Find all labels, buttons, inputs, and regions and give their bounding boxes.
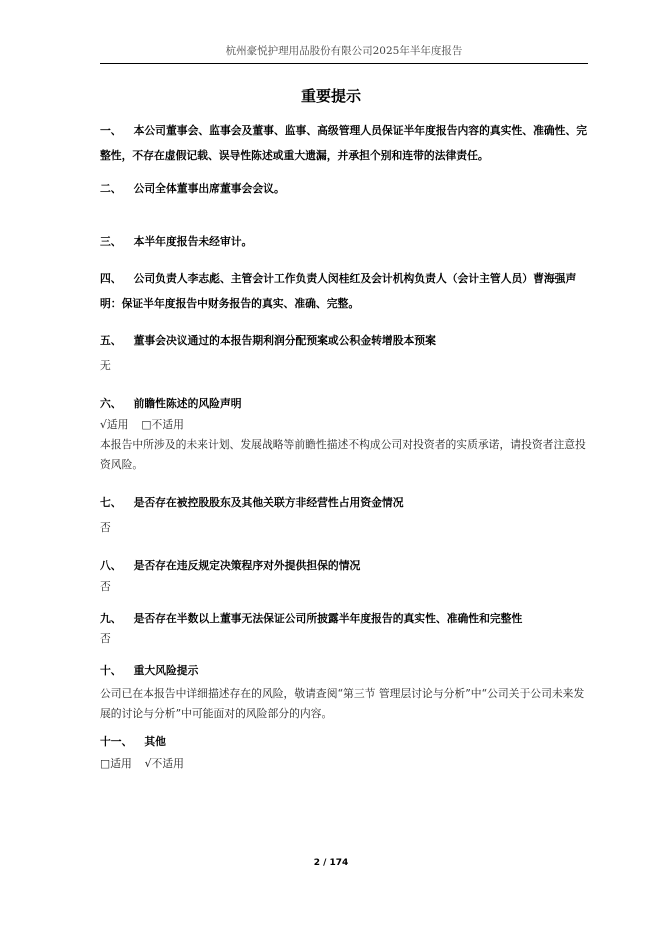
section-11: [100, 729, 592, 754]
section-2-text: 公司全体董事出席董事会会议。: [133, 182, 285, 195]
section-11-text: 其他: [144, 735, 166, 748]
section-4-text: 公司负责人李志彪、主管会计工作负责人闵桂红及会计机构负责人（会计主管人员）曹海强声明：保证半年度报告中财务报告的真实、准确、完整。: [100, 272, 577, 310]
page-title: 重要提示: [300, 87, 361, 105]
section-11-options: [100, 754, 592, 774]
section-6-number: 六、: [100, 397, 122, 410]
section-2-number: 二、: [100, 182, 122, 195]
section-9: [100, 606, 592, 631]
section-10-text: 重大风险提示: [133, 664, 199, 677]
section-9-answer: 否: [100, 632, 111, 645]
section-8-number: 八、: [100, 559, 122, 572]
section-1-text: 本公司董事会、监事会及董事、监事、高级管理人员保证半年度报告内容的真实性、准确性、完整性，不存在虚假记载、误导性陈述或重大遗漏，并承担个别和连带的法律责任。: [100, 124, 588, 162]
section-9-number: 九、: [100, 612, 122, 625]
section-6-text: 前瞻性陈述的风险声明: [133, 397, 242, 410]
section-5: [100, 328, 592, 353]
section-6-options: [100, 415, 592, 435]
section-10-body: 公司已在本报告中详细描述存在的风险，敬请查阅“第三节 管理层讨论与分析”中“公司关于公司未来发展的讨论与分析”中可能面对的风险部分的内容。: [100, 687, 585, 720]
section-1: [100, 118, 592, 168]
page-number: 2 / 174: [313, 858, 349, 868]
section-11-number: 十一、: [100, 735, 133, 748]
section-10-number: 十、: [100, 664, 122, 677]
section-9-text: 是否存在半数以上董事无法保证公司所披露半年度报告的真实性、准确性和完整性: [133, 612, 523, 625]
section-8-text: 是否存在违反规定决策程序对外提供担保的情况: [133, 559, 361, 572]
section-4-number: 四、: [100, 272, 122, 285]
applicable-option: □适用: [100, 757, 132, 770]
section-5-answer: 无: [100, 359, 111, 372]
running-header: 杭州豪悦护理用品股份有限公司2025年半年度报告: [225, 45, 463, 57]
section-7: [100, 490, 592, 515]
not-applicable-option: □不适用: [141, 418, 184, 431]
section-3-number: 三、: [100, 235, 122, 248]
not-applicable-checked-option: √不适用: [144, 757, 184, 770]
section-7-answer: 否: [100, 521, 111, 534]
section-4: [100, 266, 592, 316]
section-3-text: 本半年度报告未经审计。: [133, 235, 253, 248]
section-6: [100, 391, 592, 416]
applicable-checked-option: √适用: [100, 418, 129, 431]
section-8-answer: 否: [100, 580, 111, 593]
section-3: [100, 229, 592, 254]
section-2: [100, 176, 592, 201]
section-8: [100, 553, 592, 578]
header-rule: [100, 63, 588, 64]
section-7-text: 是否存在被控股股东及其他关联方非经营性占用资金情况: [133, 496, 404, 509]
section-1-number: 一、: [100, 124, 122, 137]
section-6-body: 本报告中所涉及的未来计划、发展战略等前瞻性描述不构成公司对投资者的实质承诺，请投资者注意投资风险。: [100, 438, 586, 471]
section-5-number: 五、: [100, 334, 122, 347]
section-10: [100, 658, 592, 683]
section-7-number: 七、: [100, 496, 122, 509]
section-5-text: 董事会决议通过的本报告期利润分配预案或公积金转增股本预案: [133, 334, 436, 347]
